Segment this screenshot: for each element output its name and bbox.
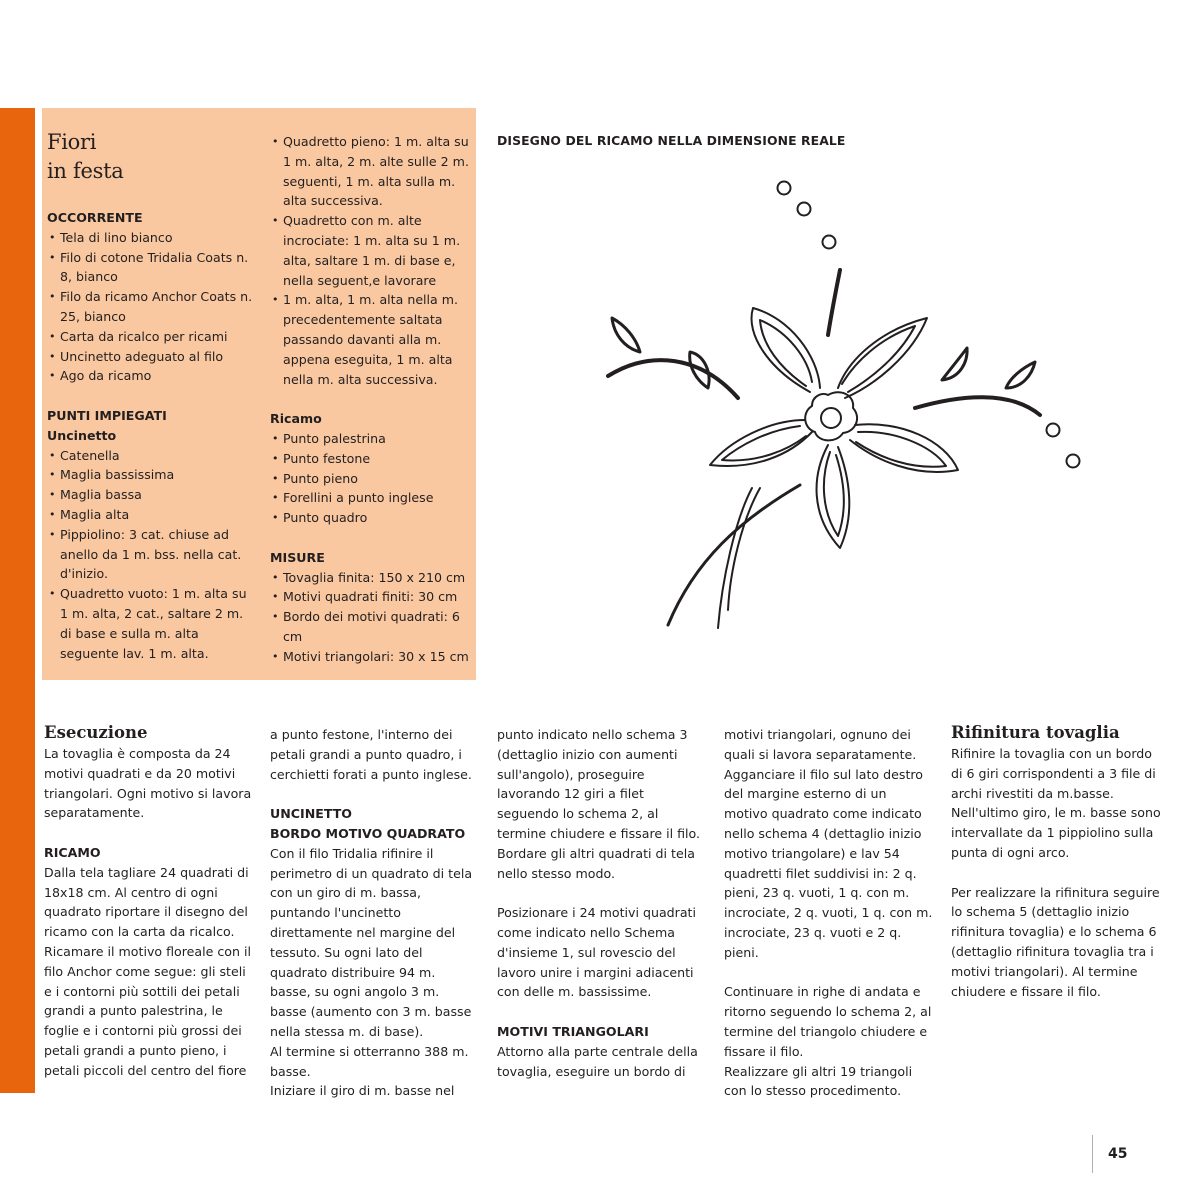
list-item: • Punto pieno [270,469,472,489]
list-item: • Bordo dei motivi quadrati: 6 cm [270,607,472,647]
flower-center-hole [821,408,841,428]
list-item: • Punto festone [270,449,472,469]
rifinitura-title: Rifinitura tovaglia [951,723,1120,742]
column-2-text-4: Iniziare il giro di m. basse nel [270,1083,455,1099]
list-item: • Motivi triangolari: 30 x 15 cm [270,647,472,667]
column-4 [724,725,934,1101]
eyelet-circle [1047,424,1060,437]
list-item: • Carta da ricalco per ricami [47,327,257,347]
list-item: • Quadretto con m. alte incrociate: 1 m. alta su 1 m. alta, saltare 1 m. di base e, nella seguent,e lavorare [270,211,472,290]
box-column-left [47,128,257,663]
list-item: • Punto quadro [270,508,472,528]
ricamo-subheading: Ricamo [270,411,322,427]
eyelet-circle [1067,455,1080,468]
column-4-text-1: motivi triangolari, ognuno dei quali si lavora separatamente. Agganciare il filo sul lato destro del margine esterno di un motivo quadrato come indicato nello schema 4 (dettaglio inizio motivo triangolare) e lav 54 quadretti filet suddivisi in: 2 q. pieni, 23 q. vuoti, 1 q. con m. incrociate, 2 q. vuoti, 1 q. con m. incrociate, 23 q. vuoti e 2 q. pieni. [724,727,933,960]
page-number: 45 [1108,1146,1128,1162]
list-item: • Ago da ricamo [47,366,257,386]
stem-right [915,397,1040,415]
ricamo-text: Dalla tela tagliare 24 quadrati di 18x18 cm. Al centro di ogni quadrato riportare il disegno del ricamo con la carta da ricalco. Ricamare il motivo floreale con il filo Anchor come segue: gli steli e i contorni più sottili dei petali grandi a punto palestrina, le foglie e i contorni più grossi dei petali grandi a punto pieno, i petali piccoli del centro del fiore [44,864,251,1078]
column-2-text-1: a punto festone, l'interno dei petali grandi a punto quadro, i cerchietti forati a punto inglese. [270,727,472,782]
column-2-text-2: Con il filo Tridalia rifinire il perimetro di un quadrato di tela con un giro di m. bassa, puntando l'uncinetto direttamente nel margine del tessuto. Su ogni lato del quadrato distribuire 94 m. basse, su ogni angolo 3 m. basse (aumento con 3 m. basse nella stessa m. di base). [270,845,473,1039]
drawing-caption: DISEGNO DEL RICAMO NELLA DIMENSIONE REALE [497,133,846,148]
rifinitura-text-1: Rifinire la tovaglia con un bordo di 6 giri corrispondenti a 3 file di archi rivestiti da m.basse. Nell'ultimo giro, le m. basse sono intervallate da 1 pippiolino sulla punta di ogni arco. [951,746,1161,860]
stem-left [608,360,738,398]
leaf-left-upper [612,318,640,352]
box-column-right [270,132,472,667]
list-item: • Uncinetto adeguato al filo [47,347,257,367]
uncinetto-more-list [270,132,472,389]
occorrente-heading: OCCORRENTE [47,210,143,225]
list-item: • Tela di lino bianco [47,228,257,248]
column-4-text-3: Realizzare gli altri 19 triangoli con lo stesso procedimento. [724,1063,913,1099]
list-item: • Maglia bassa [47,485,257,505]
list-item: • 1 m. alta, 1 m. alta nella m. precedentemente saltata passando davanti alla m. appena eseguita, 1 m. alta nella m. alta successiva. [270,290,472,389]
column-rifinitura [951,722,1161,1001]
eyelet-circle [778,182,791,195]
list-item: • Tovaglia finita: 150 x 210 cm [270,568,472,588]
petal-right-inner [856,432,946,467]
list-item: • Filo da ricamo Anchor Coats n. 25, bianco [47,287,257,327]
page-number-divider [1092,1135,1093,1173]
embroidery-flower-drawing [585,170,1105,640]
leaf-right-lower [1006,362,1035,388]
misure-heading: MISURE [270,549,325,565]
uncinetto-heading: UNCINETTO [270,806,353,822]
esecuzione-title: Esecuzione [44,723,148,742]
list-item: • Forellini a punto inglese [270,488,472,508]
occorrente-list [47,228,257,386]
list-item: • Pippiolino: 3 cat. chiuse ad anello da 1 m. bss. nella cat. d'inizio. [47,525,257,584]
orange-side-bar [0,108,35,1093]
punti-list [47,446,257,664]
column-3-text-3: Posizionare i 24 motivi quadrati come indicato nello Schema d'insieme 1, sul rovescio del lavoro unire i margini adiacenti con delle m. bassissime. [497,905,696,1000]
list-item: • Quadretto pieno: 1 m. alta su 1 m. alta, 2 m. alte sulle 2 m. seguenti, 1 m. alta sulla m. alta successiva. [270,132,472,211]
list-item: • Punto palestrina [270,429,472,449]
ricamo-list [270,429,472,528]
page-title [47,128,257,186]
column-4-text-2: Continuare in righe di andata e ritorno seguendo lo schema 2, al termine del triangolo chiudere e fissare il filo. [724,984,932,1059]
list-item: • Catenella [47,446,257,466]
column-3-text-4: Attorno alla parte centrale della tovaglia, eseguire un bordo di [497,1043,698,1079]
list-item: • Filo di cotone Tridalia Coats n. 8, bianco [47,248,257,288]
stem-top [828,270,840,335]
ricamo-heading: RICAMO [44,844,101,860]
list-item: • Maglia bassissima [47,465,257,485]
eyelet-circle [798,203,811,216]
uncinetto-subheading: Uncinetto [47,427,117,443]
column-3-text-1: punto indicato nello schema 3 (dettaglio inizio con aumenti sull'angolo), proseguire lavorando 12 giri a filet seguendo lo schema 2, al termine chiudere e fissare il filo. [497,727,701,841]
motivi-triangolari-heading: MOTIVI TRIANGOLARI [497,1023,649,1039]
petal-bottom-inner [824,452,844,536]
esecuzione-intro: La tovaglia è composta da 24 motivi quadrati e da 20 motivi triangolari. Ogni motivo si lavora separatamente. [44,746,252,821]
title-line-1: Fiori [47,130,97,154]
leaf-right-upper [942,348,967,380]
title-line-2: in festa [47,159,124,183]
column-2 [270,725,478,1101]
stem-bottom-left [668,485,800,625]
misure-list [270,568,472,667]
rifinitura-text-2: Per realizzare la rifinitura seguire lo schema 5 (dettaglio inizio rifinitura tovaglia) e lo schema 6 (dettaglio rifinitura tovaglia tra i motivi triangolari). Al termine chiudere e fissare il filo. [951,884,1160,999]
petal-top-right-inner [842,326,915,392]
column-esecuzione [44,722,254,1081]
column-2-text-3: Al termine si otterranno 388 m. basse. [270,1043,469,1079]
list-item: • Motivi quadrati finiti: 30 cm [270,587,472,607]
eyelet-circle [823,236,836,249]
punti-heading: PUNTI IMPIEGATI [47,407,167,423]
flower-center [805,392,857,440]
list-item: • Quadretto vuoto: 1 m. alta su 1 m. alta, 2 cat., saltare 2 m. di base e sulla m. alta seguente lav. 1 m. alta. [47,584,257,663]
column-3-text-2: Bordare gli altri quadrati di tela nello stesso modo. [497,845,695,881]
column-3 [497,725,701,1081]
list-item: • Maglia alta [47,505,257,525]
bordo-motivo-heading: BORDO MOTIVO QUADRATO [270,825,466,841]
